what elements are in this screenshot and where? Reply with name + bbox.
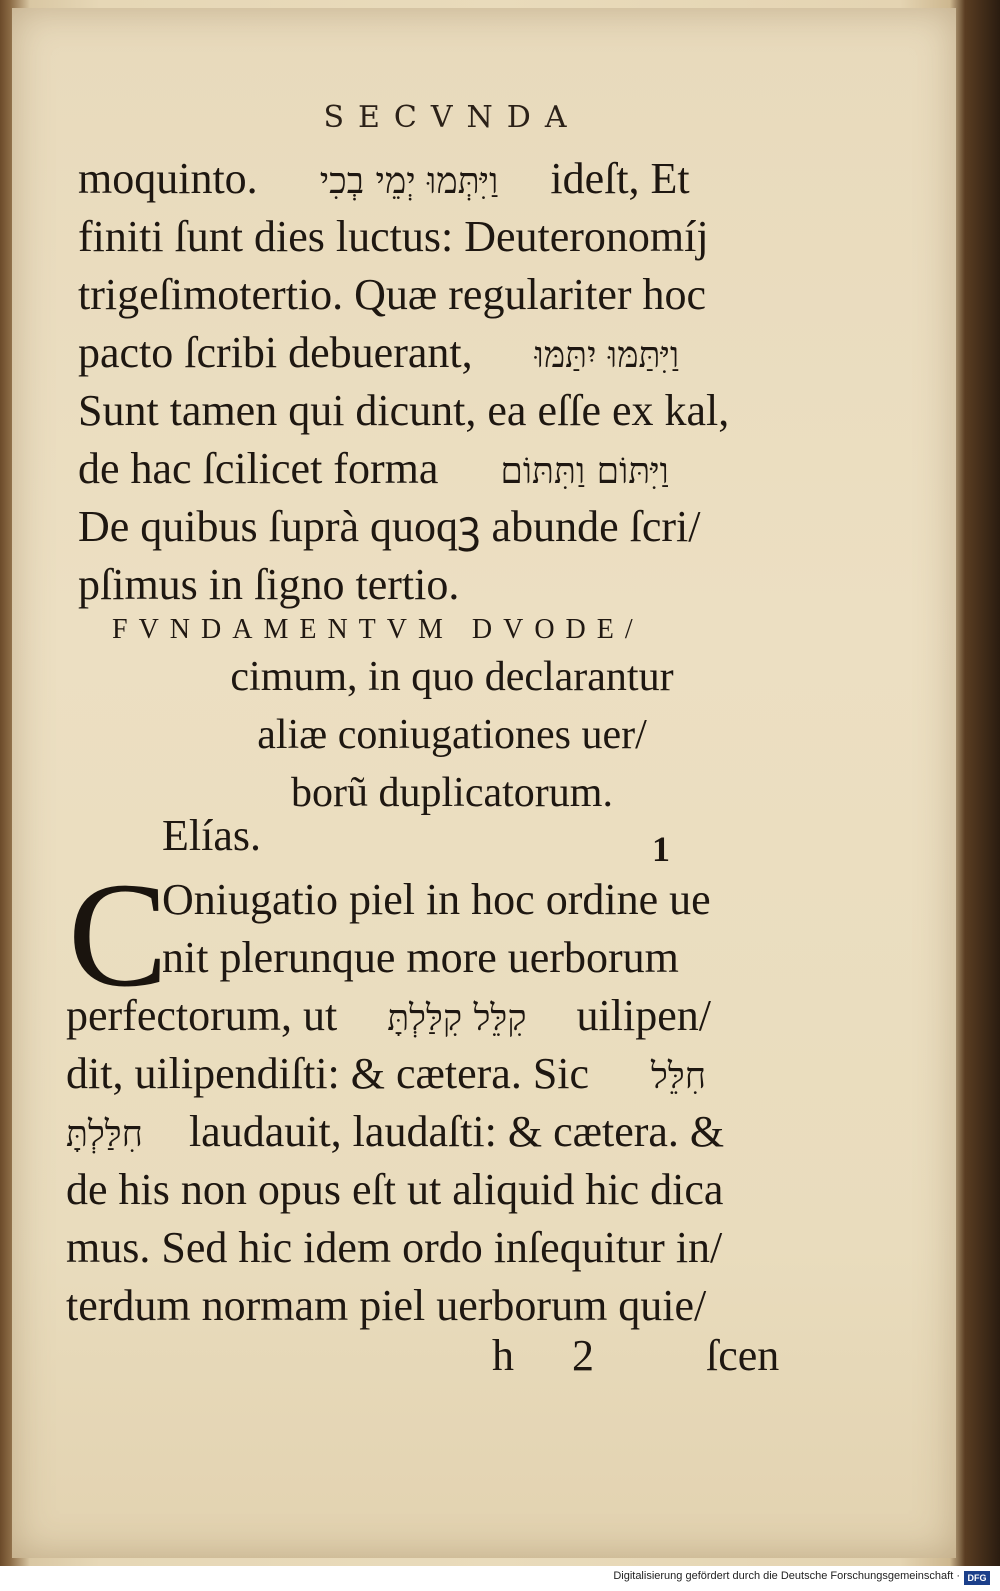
margin-number: 1 [652,829,670,869]
section-heading: FVNDAMENTVM DVODE/ [112,614,644,645]
latin-text: pſimus in ſigno tertio. [78,560,460,609]
latin-text: De quibus ſuprà quoqꝫ abunde ſcri/ [78,502,701,551]
latin-text: perfectorum, ut [66,991,338,1040]
latin-text: Sunt tamen qui dicunt, ea eſſe ex kal, [78,386,730,435]
para-line-2 [66,928,786,986]
latin-text: mus. Sed hic idem ordo inſequitur in/ [66,1223,723,1272]
latin-text: nit plerunque more uerborum [162,933,679,982]
speaker-name: Elías. [162,811,261,860]
hebrew-text: חִלַּלְתָּ [66,1114,143,1155]
drop-cap: C [68,852,169,1018]
latin-text: de hac ſcilicet forma [78,444,439,493]
para-line-7 [66,1218,786,1276]
signature-number: 2 [572,1331,594,1380]
book-page [12,8,956,1558]
hebrew-text: וַיִּתְּמוּ יְמֵי בְכִי [319,161,499,202]
para-line-4 [66,1044,786,1102]
latin-text: terdum normam piel uerborum quie/ [66,1281,707,1330]
text-line-5 [78,382,798,440]
footer-credit: Digitalisierung gefördert durch die Deutsche Forschungsgemeinschaft · [613,1570,960,1582]
dfg-logo: DFG [964,1571,990,1585]
latin-text: trigeſimotertio. Quæ regulariter hoc [78,270,707,319]
top-text-block [78,150,798,614]
latin-text: pacto ſcribi debuerant, [78,328,473,377]
para-line-3 [66,986,786,1044]
latin-text: de his non opus eſt ut aliquid hic dica [66,1165,724,1214]
catchword: ſcen [706,1331,780,1380]
text-line-8 [78,556,798,614]
digitization-footer [0,1566,1000,1591]
signature-mark: h [492,1331,514,1380]
para-line-6 [66,1160,786,1218]
text-line-3 [78,266,798,324]
heading-line-1: cimum, in quo declarantur [230,654,674,700]
text-line-7 [78,498,798,556]
latin-text: Oniugatio piel in hoc ordine ue [162,875,711,924]
main-paragraph [66,870,786,1334]
hebrew-text: חִלֵּל [651,1056,707,1097]
para-line-1 [66,870,786,928]
text-line-6 [78,440,798,498]
text-line-1 [78,150,798,208]
text-line-4 [78,324,798,382]
para-line-5 [66,1102,786,1160]
latin-text: ideſt, Et [550,154,690,203]
para-line-8 [66,1276,786,1334]
latin-text: uilipen/ [576,991,711,1040]
latin-text: laudauit, laudaſti: & cætera. & [188,1107,725,1156]
running-head: SECVNDA [323,100,581,135]
text-line-2 [78,208,798,266]
hebrew-text: וַיִּתַּמּוּ יִתַּמּוּ [534,335,680,376]
heading-line-3: borũ duplicatorum. [291,770,613,816]
hebrew-text: וַיִּתּוֹם וַתִּתּוֹם [500,451,669,492]
latin-text: dit, uilipendiſti: & cætera. Sic [66,1049,590,1098]
hebrew-text: קִלֵּל קִלַּלְתָּ [387,998,527,1039]
heading-line-2: aliæ coniugationes uer/ [257,712,647,758]
signature-line [492,1330,792,1381]
latin-text: moquinto. [78,154,258,203]
latin-text: finiti ſunt dies luctus: Deuteronomíj [78,212,709,261]
